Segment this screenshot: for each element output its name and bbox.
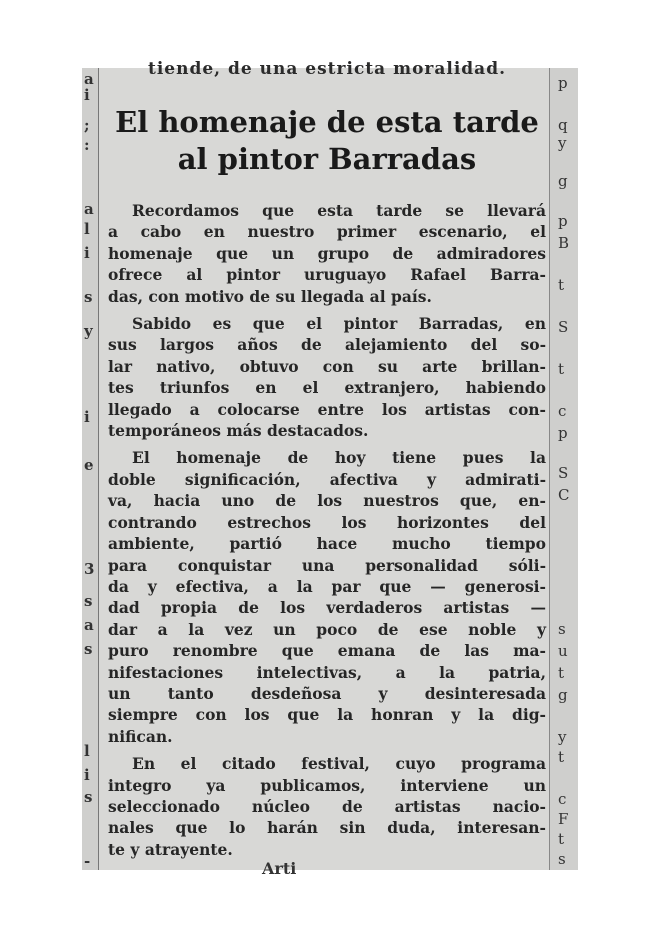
margin-letter: i (84, 244, 90, 262)
margin-letter: i (84, 86, 90, 104)
margin-letter: p (558, 212, 568, 230)
margin-letter: ; (84, 116, 90, 134)
margin-letter: c (558, 790, 567, 808)
margin-letter: a (84, 200, 94, 218)
article-column (108, 59, 546, 866)
text-line: seleccionado núcleo de artistas nacio- (108, 796, 546, 816)
margin-letter: a (84, 616, 94, 634)
margin-letter: u (558, 642, 568, 660)
right-column-edge (549, 68, 578, 870)
text-line: puro renombre que emana de las ma- (108, 641, 546, 661)
margin-letter: t (558, 360, 565, 378)
paragraph (108, 200, 546, 307)
margin-letter: 3 (84, 560, 95, 578)
text-line: doble significación, afectiva y admirati- (108, 469, 546, 489)
margin-letter: l (84, 742, 90, 760)
text-line: Sabido es que el pintor Barradas, en (132, 314, 546, 334)
margin-letter: t (558, 664, 565, 682)
paragraph (108, 753, 546, 860)
text-line: ambiente, partió hace mucho tiempo (108, 534, 546, 554)
margin-letter: C (558, 486, 570, 504)
margin-letter: p (558, 424, 568, 442)
text-line: ofrece al pintor uruguayo Rafael Barra- (108, 265, 546, 285)
headline-line: al pintor Barradas (177, 142, 477, 176)
margin-letter: s (558, 850, 566, 868)
text-line: para conquistar una personalidad sóli- (108, 555, 546, 575)
newspaper-clipping (82, 59, 578, 878)
margin-letter: F (558, 810, 569, 828)
margin-letter: q (558, 116, 568, 134)
text-line: dad propia de los verdaderos artistas — (108, 598, 546, 618)
text-line: te y atrayente. (108, 839, 233, 859)
margin-letter: S (558, 464, 569, 482)
margin-letter: s (84, 788, 93, 806)
text-line: Recordamos que esta tarde se llevará (132, 201, 546, 220)
margin-letter: y (558, 728, 567, 746)
text-line: El homenaje de hoy tiene pues la (132, 448, 546, 468)
margin-letter: s (84, 640, 93, 658)
margin-letter: : (84, 136, 90, 154)
margin-letter: - (84, 852, 91, 870)
text-line: En el citado festival, cuyo programa (132, 754, 546, 774)
margin-letter: y (558, 134, 567, 152)
article-headline (108, 104, 546, 178)
margin-letter: s (84, 288, 93, 306)
text-line: lar nativo, obtuvo con su arte brillan- (108, 356, 546, 376)
margin-letter: a (84, 70, 94, 88)
text-line: integro ya publicamos, interviene un (108, 775, 546, 795)
previous-article-fragment: tiende, de una estricta moralidad. (147, 59, 506, 79)
margin-letter: s (558, 620, 566, 638)
margin-letter: t (558, 276, 565, 294)
text-line: homenaje que un grupo de admiradores (108, 243, 546, 263)
text-line: dar a la vez un poco de ese noble y (108, 619, 546, 639)
text-line: contrando estrechos los horizontes del (108, 512, 546, 532)
margin-letter: t (558, 830, 565, 848)
left-column-edge (82, 68, 99, 870)
text-line: nifestaciones intelectivas, a la patria, (108, 662, 546, 682)
margin-letter: e (84, 456, 94, 474)
next-article-fragment: Arti (262, 859, 297, 878)
margin-letter: p (558, 74, 568, 92)
margin-letter: t (558, 748, 565, 766)
margin-letter: i (84, 766, 90, 784)
paragraph (108, 447, 546, 747)
margin-letter: y (84, 322, 93, 340)
article-body (108, 200, 546, 860)
text-line: llegado a colocarse entre los artistas con- (108, 399, 546, 419)
text-line: va, hacia uno de los nuestros que, en- (108, 491, 546, 511)
text-line: sus largos años de alejamiento del so- (108, 335, 546, 355)
text-line: un tanto desdeñosa y desinteresada (108, 683, 546, 703)
text-line: das, con motivo de su llegada al país. (108, 286, 432, 306)
margin-letter: g (558, 686, 568, 704)
headline-line: El homenaje de esta tarde (115, 105, 539, 139)
paragraph (108, 313, 546, 441)
text-line: nifican. (108, 726, 173, 746)
margin-letter: S (558, 318, 569, 336)
margin-letter: c (558, 402, 567, 420)
margin-letter: g (558, 172, 568, 190)
text-line: da y efectiva, a la par que — generosi- (108, 576, 546, 596)
text-line: tes triunfos en el extranjero, habiendo (108, 378, 546, 398)
text-line: a cabo en nuestro primer escenario, el (108, 222, 546, 242)
text-line: temporáneos más destacados. (108, 421, 369, 441)
margin-letter: s (84, 592, 93, 610)
margin-letter: B (558, 234, 570, 252)
text-line: siempre con los que la honran y la dig- (108, 705, 546, 725)
margin-letter: l (84, 220, 90, 238)
text-line: nales que lo harán sin duda, interesan- (108, 818, 546, 838)
margin-letter: i (84, 408, 90, 426)
